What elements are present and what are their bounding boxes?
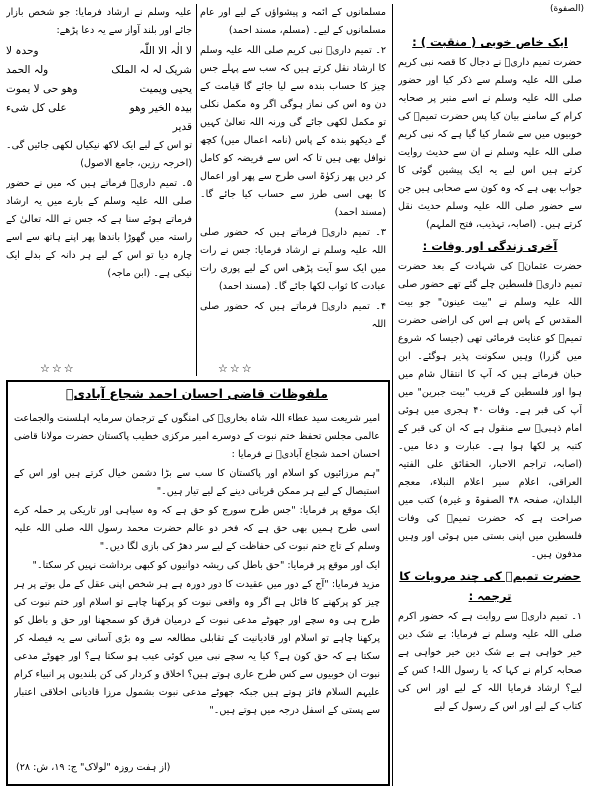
box-body (14, 410, 380, 762)
arabic-line: شریک لہ لہ الملک ولہ الحمد (6, 64, 192, 76)
quote: ایک موقع پر فرمایا: "جس طرح سورج کو حق ہے کہ وہ سیاہی اور تاریکی پر حملہ کرے اسی طرح ہمیں بھی حق ہے کہ فخر دو عالم حضرت محمد رسول اللہ صلی اللہ علیہ وسلم کے تاج ختم نبوت کی حفاظت کے لیے سر دھڑ کی بازی لگا دیں۔" (14, 505, 380, 552)
right-column (398, 30, 582, 790)
paragraph: مسلمانوں کے ائمہ و پیشواؤں کے لیے اور عام مسلمانوں کے لیے۔ (مسلم، مسند احمد) (200, 7, 386, 36)
paragraph: ۵۔ تمیم داریؓ فرماتے ہیں کہ میں نے حضور صلی اللہ علیہ وسلم کے بارے میں یہ ارشاد فرماتے ہوئے سنا ہے کہ جس نے اللہ تعالیٰ کے راستہ میں گھوڑا باندھا پھر اپنے ہاتھ سے اسے چارہ دیا تو اس کے لیے ہر دانہ کے بدلے ایک نیکی ہے۔ (ابن ماجہ) (6, 178, 192, 279)
quote: مزید فرمایا: "آج کے دور میں عقیدت کا دور دورہ ہے ہر شخص اپنی عقل کے مل بوتے پر ہر چیز کو پرکھنے کا قائل ہے اگر وہ واقعی نبوت کو پرکھنا چاہے تو اسلام اور ختم نبوت کی طرح ہی وہ سچے اور جھوٹے مدعی نبوت کے درمیان فرق کو سمجھنا اور حق و باطل کو پرکھنا چاہے تو اسلام اور قادیانیت کے تقابلی مطالعہ سے وہ بڑی آسانی سے یہ فیصلہ کر سکتا ہے کہ حق کون ہے؟ کیا یہ سچے نبی میں کوئی عیب ہو سکتا ہے؟ اور جھوٹے مدعی نبوت ان خوبیوں سے کس طرح عاری ہوتے ہیں؟ اخلاق و کردار کی کن بلندیوں پر انبیاء کرام علیہم السلام فائز ہوتے ہیں جبکہ جھوٹے مدعی نبوت بشمول مرزا قادیانی اخلاقی اعتبار سے پستی کے اسفل درجہ میں ہوتے ہیں۔" (14, 579, 380, 716)
paragraph: ۱۔ تمیم داریؓ سے روایت ہے کہ حضور اکرم صلی اللہ علیہ وسلم نے فرمایا: بے شک دین خیر خواہی ہے بے شک دین خیر خواہی ہے صحابہ کرام نے کہا کہ یا رسول اللہ! کس کے لیے؟ ارشاد فرمایا اللہ کے لیے اور اس کی کتاب کے لیے اور اس کے رسول کے لیے (398, 611, 582, 712)
paragraph: تو اس کے لیے ایک لاکھ نیکیاں لکھی جائیں گی۔ (اخرجہ رزین، جامع الاصول) (6, 140, 192, 169)
paragraph: ۳۔ تمیم داریؓ فرماتے ہیں کہ حضور صلی اللہ علیہ وسلم نے ارشاد فرمایا: جس نے رات میں ایک سو آیت پڑھی اس کے لیے پوری رات عبادت کا ثواب لکھا جائے گا۔ (مسند احمد) (200, 227, 386, 292)
arabic-supplication (6, 42, 192, 137)
middle-column (200, 4, 386, 376)
decorative-stars: ☆☆☆ (218, 362, 254, 375)
paragraph: امیر شریعت سید عطاء اللہ شاہ بخاریؒ کی امنگوں کے ترجمان سرمایہ اہلسنت والجماعت عالمی مجلس تحفظ ختم نبوت کے دوسرے امیر مرکزی خطیب پاکستان حضرت مولانا قاضی احسان احمد شجاع آبادیؒ نے فرمایا : (14, 413, 380, 460)
arabic-line: یحیی ویمیت وھو حی لا یموت (6, 83, 192, 95)
quote: ایک اور موقع پر فرمایا: "حق باطل کی ریشہ دوانیوں کو کبھی برداشت نہیں کر سکتا۔" (32, 560, 380, 571)
left-column (6, 4, 192, 366)
quote: "ہم مرزائیوں کو اسلام اور پاکستان کا سب سے بڑا دشمن خیال کرتے ہیں اور اس کے استیصال کے لیے ہر ممکن قربانی دینے کے لیے تیار ہیں۔" (14, 468, 380, 497)
page-marker: (الصفوة) (550, 4, 584, 14)
paragraph: حضرت عثمانؓ کی شہادت کے بعد حضرت تمیم داریؓ فلسطین چلے گئے تھے حضور صلی اللہ علیہ وسلم نے "بیت عینون" جو بیت المقدس کے پاس ہے اس کی اراضی حضرت تمیمؓ کو عنایت فرمائی تھی (جیسا کہ شروع میں گزرا) وہیں سکونت پذیر ہوگئے۔ ابن حبان فرماتے ہیں کہ آپ کا انتقال شام میں ہوا اور فلسطین کے قریب "بیت جبرین" میں آپ کی قبر ہے۔ وفات ۴۰ ہجری میں ہوئی امام ذہبیؒ سے منقول ہے کہ ان کی قبر کے کتبہ پر لکھا ہوا ہے۔ عبارت و دعا میں۔ (اصابہ، تراجم الاحبار، الحقائق علی الفتیہ العراقی، اعلام سیر اعلام النبلاء، معجم البلدان، صفحہ ۴۸ الصفوۃ و غیرہ) کتب میں صراحت ہے کہ حضرت تمیمؓ کی وفات فلسطین میں اپنی بستی میں ہوئی اور وہیں مدفون ہیں۔ (398, 261, 582, 560)
arabic-line: قدیر (172, 121, 192, 133)
paragraph: ۲۔ تمیم داریؓ نبی کریم صلی اللہ علیہ وسلم کا ارشاد نقل کرتے ہیں کہ سب سے پہلے جس چیز کا حساب بندہ سے لیا جائے گا قیامت کے دن وہ اس کی نماز ہوگی اگر وہ مکمل نکلی تو مکمل لکھی جائے گی ورنہ اللہ تعالیٰ کہیں گے دیکھو بندہ کے پاس (نامہ اعمال میں) کچھ نوافل بھی ہیں تا کہ اس سے فریضہ کو کامل کر دیں پھر زکوٰۃ اسی طرح سے پھر اور اعمال کا بھی اسی طرز سے حساب کیا جائے گا۔ (مسند احمد) (200, 45, 386, 218)
box-source: (از ہفت روزہ "لولاک" ج: ۱۹، ش: ۲۸) (16, 762, 171, 773)
heading-special-virtue: ایک خاص خوبی ( منقبت ) : (412, 35, 568, 49)
column-divider (392, 4, 393, 786)
heading-narrations: حضرت تمیمؓ کی چند مرویات کا ترجمہ : (399, 569, 581, 603)
column-divider (196, 4, 197, 376)
paragraph: علیہ وسلم نے ارشاد فرمایا: جو شخص بازار جائے اور بلند آواز سے یہ دعا پڑھے: (6, 7, 192, 36)
arabic-line: لا الٰہ الا اللّٰہ وحدہ لا (6, 45, 192, 57)
box-title: ملفوظات قاضی احسان احمد شجاع آبادیؒ (66, 386, 328, 401)
paragraph: ۴۔ تمیم داریؓ فرماتے ہیں کہ حضور صلی اللہ (200, 301, 386, 330)
arabic-line: بیدہ الخیر وھو علی کل شیء (6, 102, 192, 114)
paragraph: حضرت تمیم داریؓ نے دجال کا قصہ نبی کریم صلی اللہ علیہ وسلم سے ذکر کیا اور حضور صلی اللہ علیہ وسلم نے اسے منبر پر صحابہ کرام کے سامنے بیان کیا پس حضرت تمیمؓ کی خوبیوں میں سے شمار کیا گیا ہے کہ نبی کریم صلی اللہ علیہ وسلم نے ان سے حدیث روایت کرتے ہیں اس لیے یہ ایک پیشین گوئی کا جواب بھی ہے کہ وہ کون سے صحابی ہیں جن سے حضور صلی اللہ علیہ وسلم حدیث نقل کرتے ہیں۔ (اصابہ، تہذیب، فتح الملہم) (398, 57, 582, 230)
decorative-stars: ☆☆☆ (40, 362, 76, 375)
heading-last-life-death: آخری زندگی اور وفات : (422, 239, 558, 253)
